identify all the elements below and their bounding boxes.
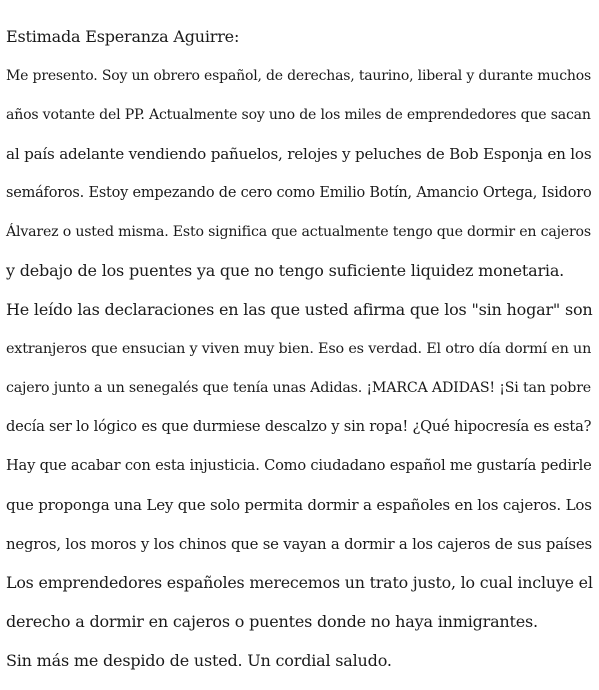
letter-closing: Sin más me despido de usted. Un cordial saludo. [6, 651, 392, 670]
letter-line: Álvarez o usted misma. Esto significa que actualmente tengo que dormir en cajeros [6, 224, 591, 240]
letter-line: que proponga una Ley que solo permita dormir a españoles en los cajeros. Los [6, 496, 592, 514]
letter-line: decía ser lo lógico es que durmiese descalzo y sin ropa! ¿Qué hipocresía es esta? [6, 418, 592, 435]
letter-line: años votante del PP. Actualmente soy uno de los miles de emprendedores que sacan [6, 107, 591, 123]
letter-line: extranjeros que ensucian y viven muy bien. Eso es verdad. El otro día dormí en un [6, 341, 592, 357]
letter-line: derecho a dormir en cajeros o puentes donde no haya inmigrantes. [6, 612, 538, 631]
letter-salutation: Estimada Esperanza Aguirre: [6, 27, 240, 46]
letter-line: Me presento. Soy un obrero español, de derechas, taurino, liberal y durante muchos [6, 68, 591, 84]
letter-line: He leído las declaraciones en las que usted afirma que los "sin hogar" son [6, 300, 593, 319]
letter-line: cajero junto a un senegalés que tenía unas Adidas. ¡MARCA ADIDAS! ¡Si tan pobre [6, 380, 592, 396]
letter-line: y debajo de los puentes ya que no tengo suficiente liquidez monetaria. [6, 261, 565, 280]
letter-line: Los emprendedores españoles merecemos un trato justo, lo cual incluye el [6, 573, 593, 592]
letter-line: semáforos. Estoy empezando de cero como Emilio Botín, Amancio Ortega, Isidoro [6, 185, 592, 201]
letter-line: Hay que acabar con esta injusticia. Como ciudadano español me gustaría pedirle [6, 457, 592, 474]
letter-line: al país adelante vendiendo pañuelos, relojes y peluches de Bob Esponja en los [6, 145, 592, 163]
letter-line: negros, los moros y los chinos que se vayan a dormir a los cajeros de sus países [6, 535, 592, 553]
